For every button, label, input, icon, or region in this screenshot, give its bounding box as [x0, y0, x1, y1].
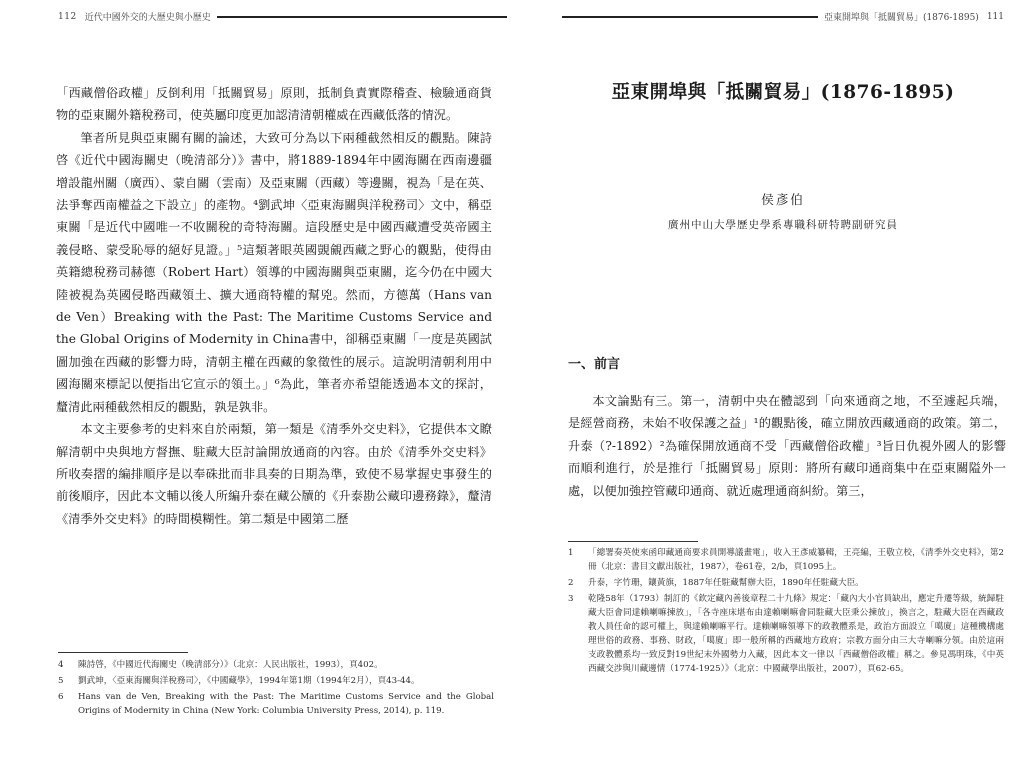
footnote-number: 2	[568, 578, 574, 588]
footnote-text: 陳詩啓，《中國近代海關史（晚清部分）》（北京：人民出版社，1993），頁402。	[78, 660, 383, 670]
article-author: 侯彥伯	[761, 192, 805, 207]
footnote-text: 升泰，字竹珊，鑲黃旗，1887年任駐藏幫辦大臣，1890年任駐藏大臣。	[588, 578, 864, 588]
left-page-number: 112	[58, 11, 77, 22]
author-affiliation: 廣州中山大學歷史學系專職科研特聘副研究員	[668, 219, 898, 231]
section-heading: 一、前言	[568, 357, 621, 372]
left-footnote-rule	[58, 652, 188, 653]
left-running-title: 近代中國外交的大歷史與小歷史	[84, 13, 211, 23]
footnote	[58, 658, 494, 672]
right-running-header	[562, 10, 1004, 23]
footnote-text: 乾隆58年（1793）制訂的《欽定藏內善後章程二十九條》規定：「藏內大小官員缺出，應定升遷等級，統歸駐藏大臣會同達賴喇嘛揀放」，「各寺座床堪布由達賴喇嘛會同駐藏大臣秉公揀放」，換言之，駐藏大臣在西藏政教人員任命的認可權上，與達賴喇嘛平行。達賴喇嘛領導下的政教體系是，政治方面設立「噶廈」這種機構處理世俗的政務、事務、財政，「噶廈」即一般所稱的西藏地方政府；宗教方面分由三大寺喇嘛分領。由於這兩支政教體系均一致反對19世紀末外國勢力入藏，因此本文一律以「西藏僧俗政權」稱之。參見馮明珠，《中英西藏交涉與川藏邊情（1774-1925）》（北京：中國藏學出版社，2007），頁62-65。	[588, 594, 1004, 674]
footnote-text: 劉武坤，〈亞東海關與洋稅務司〉，《中國藏學》，1994年第1期（1994年2月），頁43-44。	[78, 676, 420, 686]
footnote	[568, 576, 1004, 590]
right-paragraph-1: 本文論點有三。第一，清朝中央在體認到「向來通商之地，不至遽起兵端，是經營商務，未始不收保護之益」¹的觀點後，確立開放西藏通商的政策。第二，升泰（?-1892）²為確保開放通商不受「西藏僧俗政權」³旨日仇視外國人的影響而順利進行，於是推行「抵關貿易」原則：將所有藏印通商集中在亞東關隘外一處，以便加強控管藏印通商、就近處理通商糾紛。第三，	[568, 394, 1006, 498]
footnote-number: 6	[58, 692, 64, 702]
left-paragraph-3: 本文主要參考的史料來自於兩類，第一類是《清季外交史料》，它提供本文瞭解清朝中央與地方督撫、駐藏大臣討論開放通商的內容。由於《清季外交史料》所收奏摺的編排順序是以奉硃批而非具奏的日期為準，致使不易掌握史事發生的前後順序，因此本文輔以後人所編升泰在藏公牘的《升泰勘公藏印邊務錄》，釐清《清季外交史料》的時間模糊性。第二類是中國第二歷	[56, 422, 492, 526]
right-footnotes	[568, 546, 1004, 678]
footnote	[58, 674, 494, 688]
right-running-title: 亞東開埠與「抵關貿易」(1876-1895)	[823, 13, 979, 23]
right-body-text	[568, 390, 1006, 502]
left-header-rule	[217, 16, 507, 18]
footnote-number: 1	[568, 548, 574, 558]
left-running-header	[58, 10, 507, 23]
right-page-number: 111	[986, 11, 1004, 22]
right-footnote-rule	[568, 541, 698, 542]
left-paragraph-1: 「西藏僧俗政權」反倒利用「抵關貿易」原則，抵制負責實際稽查、檢驗通商貨物的亞東關外籍稅務司，使英屬印度更加認清清朝權威在西藏低落的情況。	[56, 86, 492, 123]
left-body-text	[56, 82, 492, 530]
right-header-rule	[562, 16, 818, 18]
footnote-number: 4	[58, 660, 64, 670]
left-paragraph-2: 筆者所見與亞東關有關的論述，大致可分為以下兩種截然相反的觀點。陳詩啓《近代中國海關史（晚清部分）》書中，將1889-1894年中國海關在西南邊疆增設龍州關（廣西）、蒙自關（雲南）及亞東關（西藏）等邊關，視為「是在英、法爭奪西南權益之下設立」的產物。⁴劉武坤〈亞東海關與洋稅務司〉文中，稱亞東關「是近代中國唯一不收關稅的奇特海關。這段歷史是中國西藏遭受英帝國主義侵略、蒙受恥辱的絕好見證。」⁵這類著眼英國覬覦西藏之野心的觀點，使得由英籍總稅務司赫德（Robert Hart）領導的中國海關與亞東關，迄今仍在中國大陸被視為英國侵略西藏領土、擴大通商特權的幫兇。然而，方德萬（Hans van de Ven）Breaking with the Past: The Maritime Customs Service and the Global Origins of Modernity in China書中，卻稱亞東關「一度是英國試圖加強在西藏的影響力時，清朝主權在西藏的象徵性的展示。這說明清朝利用中國海關來標記以便指出它宣示的領土。」⁶為此，筆者亦希望能透過本文的探討，釐清此兩種截然相反的觀點，孰是孰非。	[56, 130, 492, 414]
footnote	[568, 592, 1004, 676]
footnote-text: Hans van de Ven, Breaking with the Past: The Maritime Customs Service and the Global Origins of Modernity in China (New York: Columbia University Press, 2014), p. 119.	[78, 692, 494, 716]
footnote-text: 「總署奏英使來函印藏通商要求員開導議畫電」，收入王彥威纂輯，王亮編，王敬立校，《清季外交史料》，第2冊（北京：書目文獻出版社，1987），卷61卷，2/b，頁1095上。	[588, 548, 1004, 572]
article-title: 亞東開埠與「抵關貿易」(1876-1895)	[611, 82, 955, 103]
footnote	[58, 690, 494, 718]
left-footnotes	[58, 658, 494, 720]
footnote-number: 3	[568, 594, 574, 604]
footnote-number: 5	[58, 676, 64, 686]
footnote	[568, 546, 1004, 574]
